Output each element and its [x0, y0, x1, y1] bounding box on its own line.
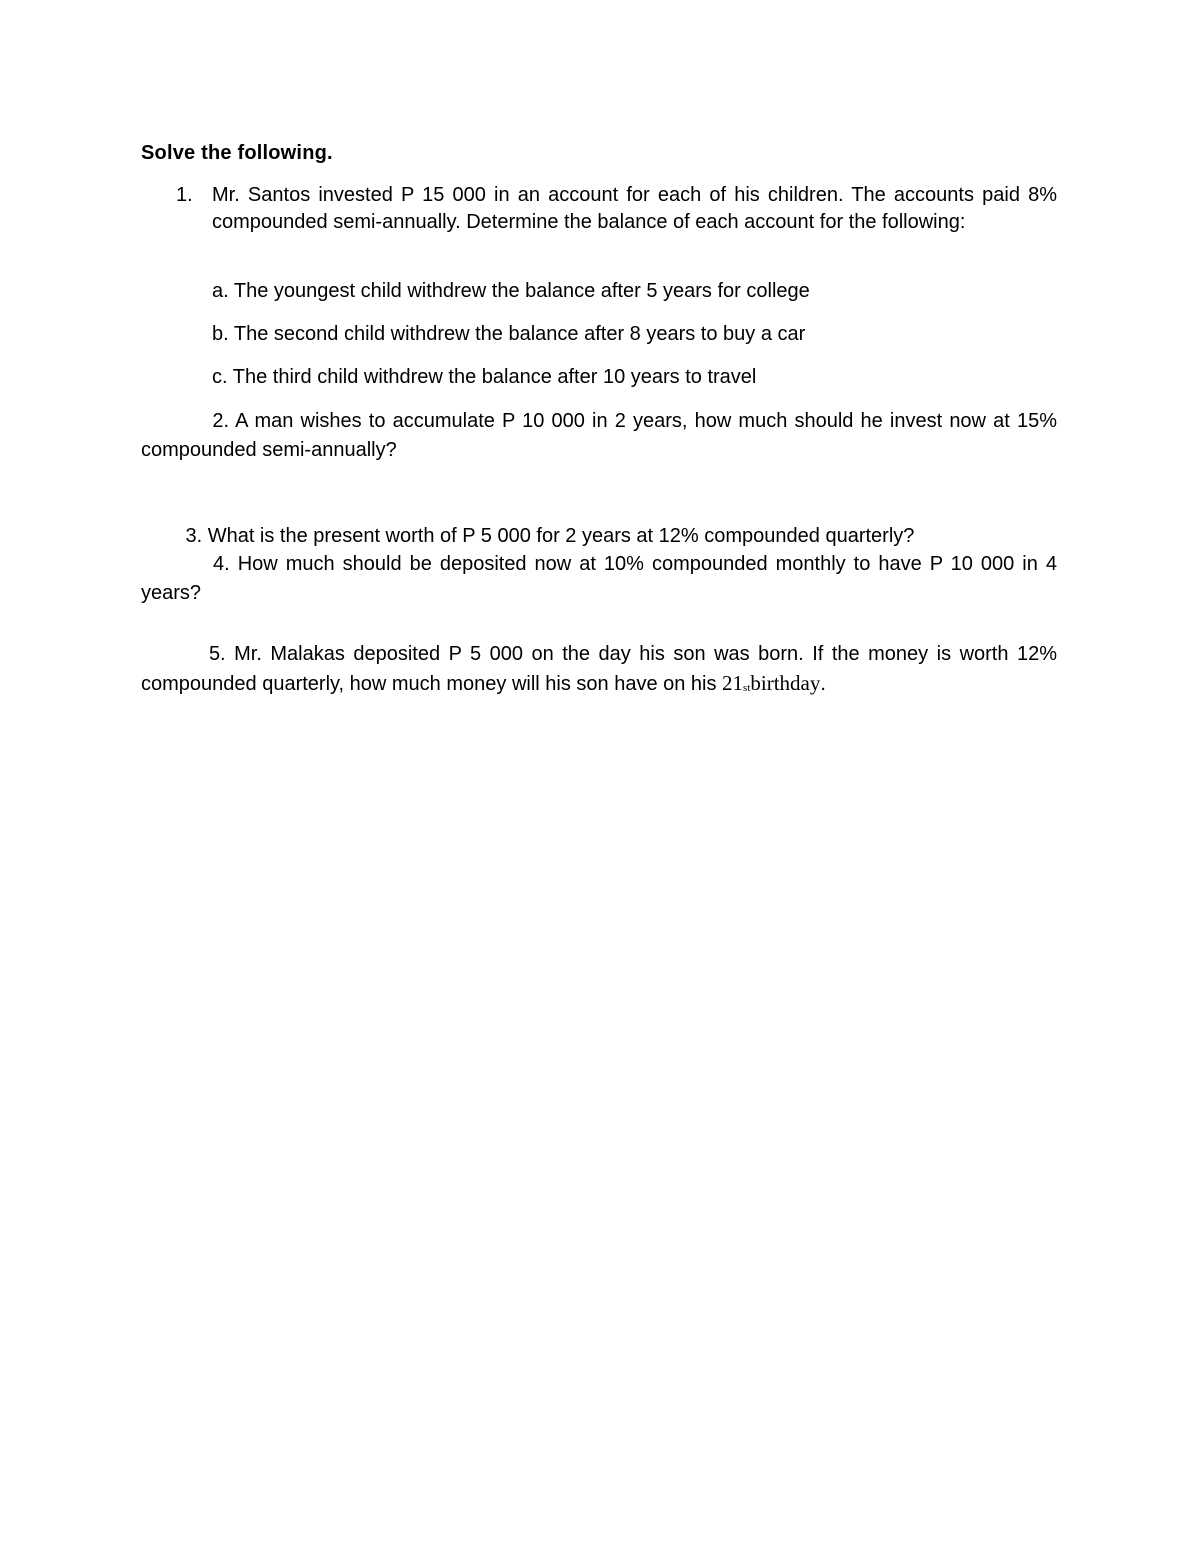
question-1-part-a: a. The youngest child withdrew the balance after 5 years for college — [212, 280, 810, 302]
question-1-part-c: c. The third child withdrew the balance after 10 years to travel — [212, 366, 757, 388]
question-5-indent — [141, 643, 209, 665]
question-3-indent — [141, 525, 185, 547]
question-5-end: . — [820, 673, 826, 695]
question-3-text: 3. What is the present worth of P 5 000 for 2 years at 12% compounded quarterly? — [185, 525, 915, 547]
question-1-number: 1. — [176, 184, 193, 206]
question-2-indent — [141, 410, 212, 432]
question-2-text: 2. A man wishes to accumulate P 10 000 in 2 years, how much should he invest now at 15% compounded semi-annually? — [141, 410, 1057, 461]
question-1 — [141, 182, 1057, 236]
ordinal-number: 21 — [722, 671, 744, 695]
question-1-part-b: b. The second child withdrew the balance after 8 years to buy a car — [212, 323, 806, 345]
question-3 — [141, 522, 1057, 551]
ordinal-birthday — [722, 671, 820, 695]
question-1-text: Mr. Santos invested P 15 000 in an account for each of his children. The accounts paid 8% compounded semi-annually. Determine the balance of each account for the following: — [212, 184, 1057, 233]
question-5-text: 5. Mr. Malakas deposited P 5 000 on the day his son was born. If the money is worth 12% compounded quarterly, how much money will his son have on his — [141, 643, 1058, 695]
worksheet-heading: Solve the following. — [141, 142, 333, 164]
question-4-text: 4. How much should be deposited now at 10% compounded monthly to have P 10 000 in 4 years? — [141, 553, 1057, 604]
ordinal-suffix: st — [743, 682, 751, 694]
question-4-indent — [141, 553, 213, 575]
question-2 — [141, 407, 1057, 465]
question-4 — [141, 550, 1057, 608]
ordinal-word: birthday — [750, 671, 821, 695]
question-5 — [141, 640, 1057, 703]
